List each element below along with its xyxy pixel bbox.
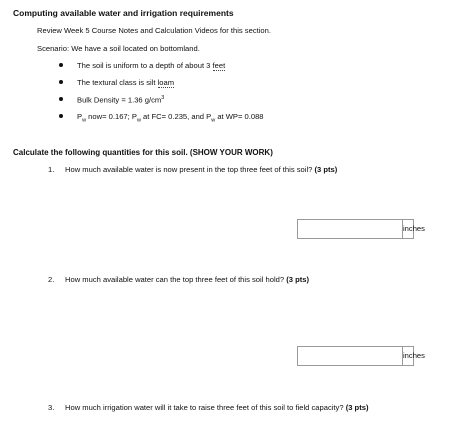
- bullet-text: Bulk Density = 1.36 g/cm: [77, 95, 162, 105]
- unit-label: inches: [403, 224, 425, 233]
- bullet-text: The textural class is silt: [77, 78, 158, 87]
- subscript: w: [136, 117, 141, 124]
- question-text: How much available water can the top three feet of this soil hold?: [65, 275, 285, 284]
- question-1: [48, 165, 337, 174]
- question-number: 1.: [48, 165, 55, 174]
- unit-label: inches: [403, 351, 425, 360]
- superscript: 3: [161, 95, 165, 101]
- answer-box-1: [297, 219, 425, 239]
- question-3: [48, 403, 368, 412]
- bullet-icon: [59, 97, 63, 101]
- calculate-heading: Calculate the following quantities for this soil. (SHOW YOUR WORK): [13, 148, 273, 157]
- question-text: How much available water is now present in the top three feet of this soil?: [65, 165, 313, 174]
- bullet-icon: [59, 63, 63, 67]
- page-title: Computing available water and irrigation requirements: [13, 8, 234, 18]
- review-instruction: Review Week 5 Course Notes and Calculation Videos for this section.: [37, 26, 271, 35]
- question-points: (3 pts): [345, 403, 369, 412]
- bullet-underlined-word: feet: [212, 61, 226, 70]
- question-points: (3 pts): [286, 275, 309, 284]
- bullet-icon: [59, 80, 63, 84]
- question-number: 3.: [48, 403, 55, 412]
- question-points: (3 pts): [314, 165, 338, 174]
- bullet-text: The soil is uniform to a depth of about 3: [77, 61, 213, 70]
- answer-input-2[interactable]: [298, 347, 403, 365]
- question-number: 2.: [48, 275, 55, 284]
- bullet-text: P: [77, 112, 83, 121]
- question-2: [48, 275, 309, 284]
- answer-input-1[interactable]: [298, 220, 403, 238]
- subscript: w: [211, 117, 216, 124]
- subscript: w: [82, 117, 87, 124]
- answer-box-2: [297, 346, 425, 366]
- scenario-text: Scenario: We have a soil located on bottomland.: [37, 44, 200, 53]
- bullet-text: now= 0.167; P: [86, 112, 137, 121]
- bullet-text: at WP= 0.088: [215, 112, 264, 121]
- bullet-text: at FC= 0.235, and P: [140, 112, 212, 121]
- bullet-icon: [59, 114, 63, 118]
- question-text: How much irrigation water will it take to raise three feet of this soil to field capacity?: [65, 403, 344, 412]
- bullet-underlined-word: loam: [157, 78, 175, 87]
